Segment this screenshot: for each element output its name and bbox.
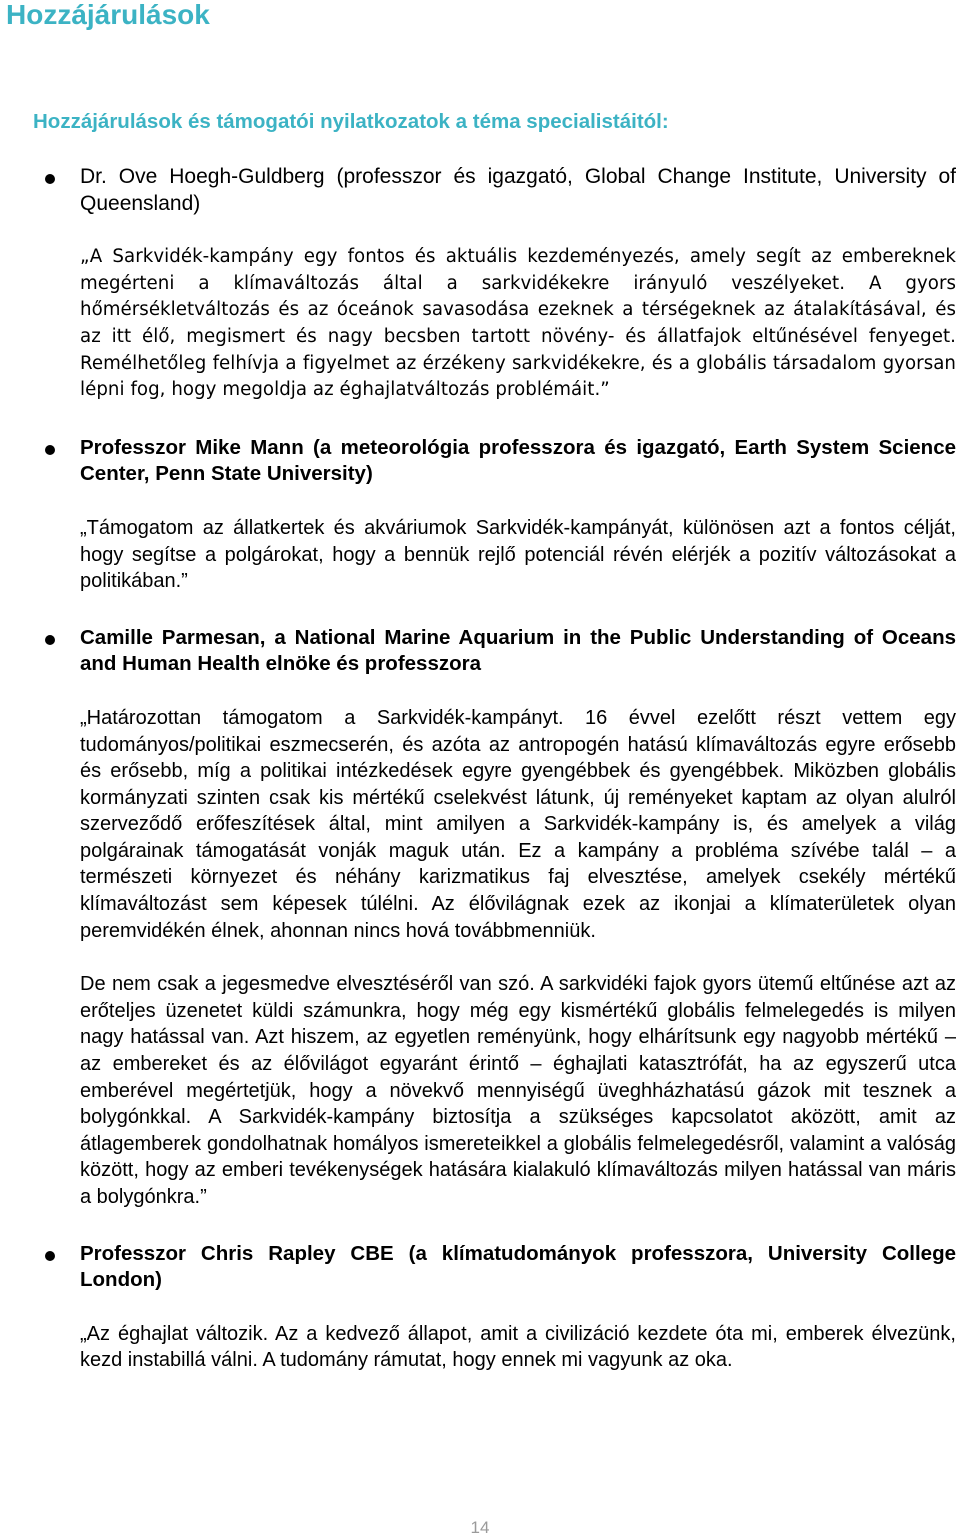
contribution-quote: „Határozottan támogatom a Sarkvidék-kampányt. 16 évvel ezelőtt részt vettem egy tudományos/politikai eszmecserén, és azóta az antropogén hatású klímaváltozás egyre erősebb és erősebb, míg a politikai intézkedések egyre gyengébbek és gyengébbek. Miközben globális kormányzati szinten csak kis mértékű cselekvést látunk, új reményeket kaptam az olyan alulról szerveződő erőfeszítések által, mint amilyen a Sarkvidék-kampány is, és amelyek a világ polgárainak támogatását vonják maguk után. Ez a kampány a probléma szívébe talál – a természeti környezet és néhány karizmatikus faj elvesztése, amelyek csekély mértékű klímaváltozást sem képesek túlélni. Az élővilágnak ezek az ikonjai a klímaterületek olyan peremvidékén élnek, ahonnan nincs hová továbbmenniük. — [80, 706, 956, 942]
page-number: 14 — [470, 1518, 490, 1537]
contribution-quote: „Az éghajlat változik. Az a kedvező állapot, amit a civilizáció kezdete óta mi, emberek élvezünk, kezd instabillá válni. A tudomány rámutat, hogy ennek mi vagyunk az oka. — [80, 1322, 956, 1372]
contribution-quote: „Támogatom az állatkertek és akváriumok Sarkvidék-kampányát, különösen azt a fontos célját, hogy segítse a polgárokat, hogy a bennük rejlő potenciál révén elérjék a pozitív változásokat a politikában.” — [80, 516, 956, 593]
contributor-name: Camille Parmesan, a National Marine Aquarium in the Public Understanding of Oceans and Human Health elnöke és professzora — [80, 625, 956, 676]
bullet-icon — [45, 635, 55, 645]
contribution-entry — [80, 1241, 956, 1374]
bullet-icon — [45, 1251, 55, 1261]
page-heading: Hozzájárulások — [6, 0, 210, 30]
contribution-entry — [80, 435, 956, 595]
contributor-name: Professzor Mike Mann (a meteorológia professzora és igazgató, Earth System Science Center, Penn State University) — [80, 435, 956, 486]
contribution-quote: „A Sarkvidék-kampány egy fontos és aktuális kezdeményezés, amely segít az embereknek megérteni a klímaváltozás által a sarkvidékekre irányuló veszélyeket. A gyors hőmérsékletváltozás és az óceánok savasodása ezeknek a térségeknek az átalakításával, és az itt élő, megismert és nagy becsben tartott növény- és állatfajok eltűnésével fenyeget. Remélhetőleg felhívja a figyelmet az érzékeny sarkvidékekre, és a globális társadalom gyorsan lépni fog, hogy megoldja az éghajlatváltozás problémáit.” — [80, 246, 956, 401]
bullet-icon — [45, 174, 55, 184]
contribution-quote-continued: De nem csak a jegesmedve elvesztéséről van szó. A sarkvidéki fajok gyors ütemű eltűnése azt az erőteljes üzenetet küldi számunkra, hogy még egy kismértékű globális felmelegedés is milyen nagy hatással van. Azt hiszem, az egyetlen reményünk, hogy elhárítsunk egy nagyobb mértékű – az embereket és az élővilágot egyaránt érintő – éghajlati katasztrófát, ha az egyszerű utca emberével megértetjük, hogy a növekvő mennyiségű üveghházhatású gázok mit tesznek a bolygónkkal. A Sarkvidék-kampány biztosítja a szükséges kapcsolatot aközött, amit az átlagemberek gondolhatnak homályos ismereteikkel a globális felmelegedésről, valamint a valóság között, hogy az emberi tevékenységek hatására kialakuló klímaváltozás milyen hatással van máris a bolygónkra.” — [80, 973, 956, 1208]
contributor-name: Professzor Chris Rapley CBE (a klímatudományok professzora, University College London) — [80, 1241, 956, 1292]
contribution-entry — [80, 164, 956, 404]
contributor-name: Dr. Ove Hoegh-Guldberg (professzor és igazgató, Global Change Institute, University of Queensland) — [80, 165, 956, 215]
section-subheading: Hozzájárulások és támogatói nyilatkozatok a téma specialistáitól: — [33, 110, 669, 133]
contributions-list — [80, 164, 956, 1374]
bullet-icon — [45, 445, 55, 455]
contribution-entry — [80, 625, 956, 1211]
